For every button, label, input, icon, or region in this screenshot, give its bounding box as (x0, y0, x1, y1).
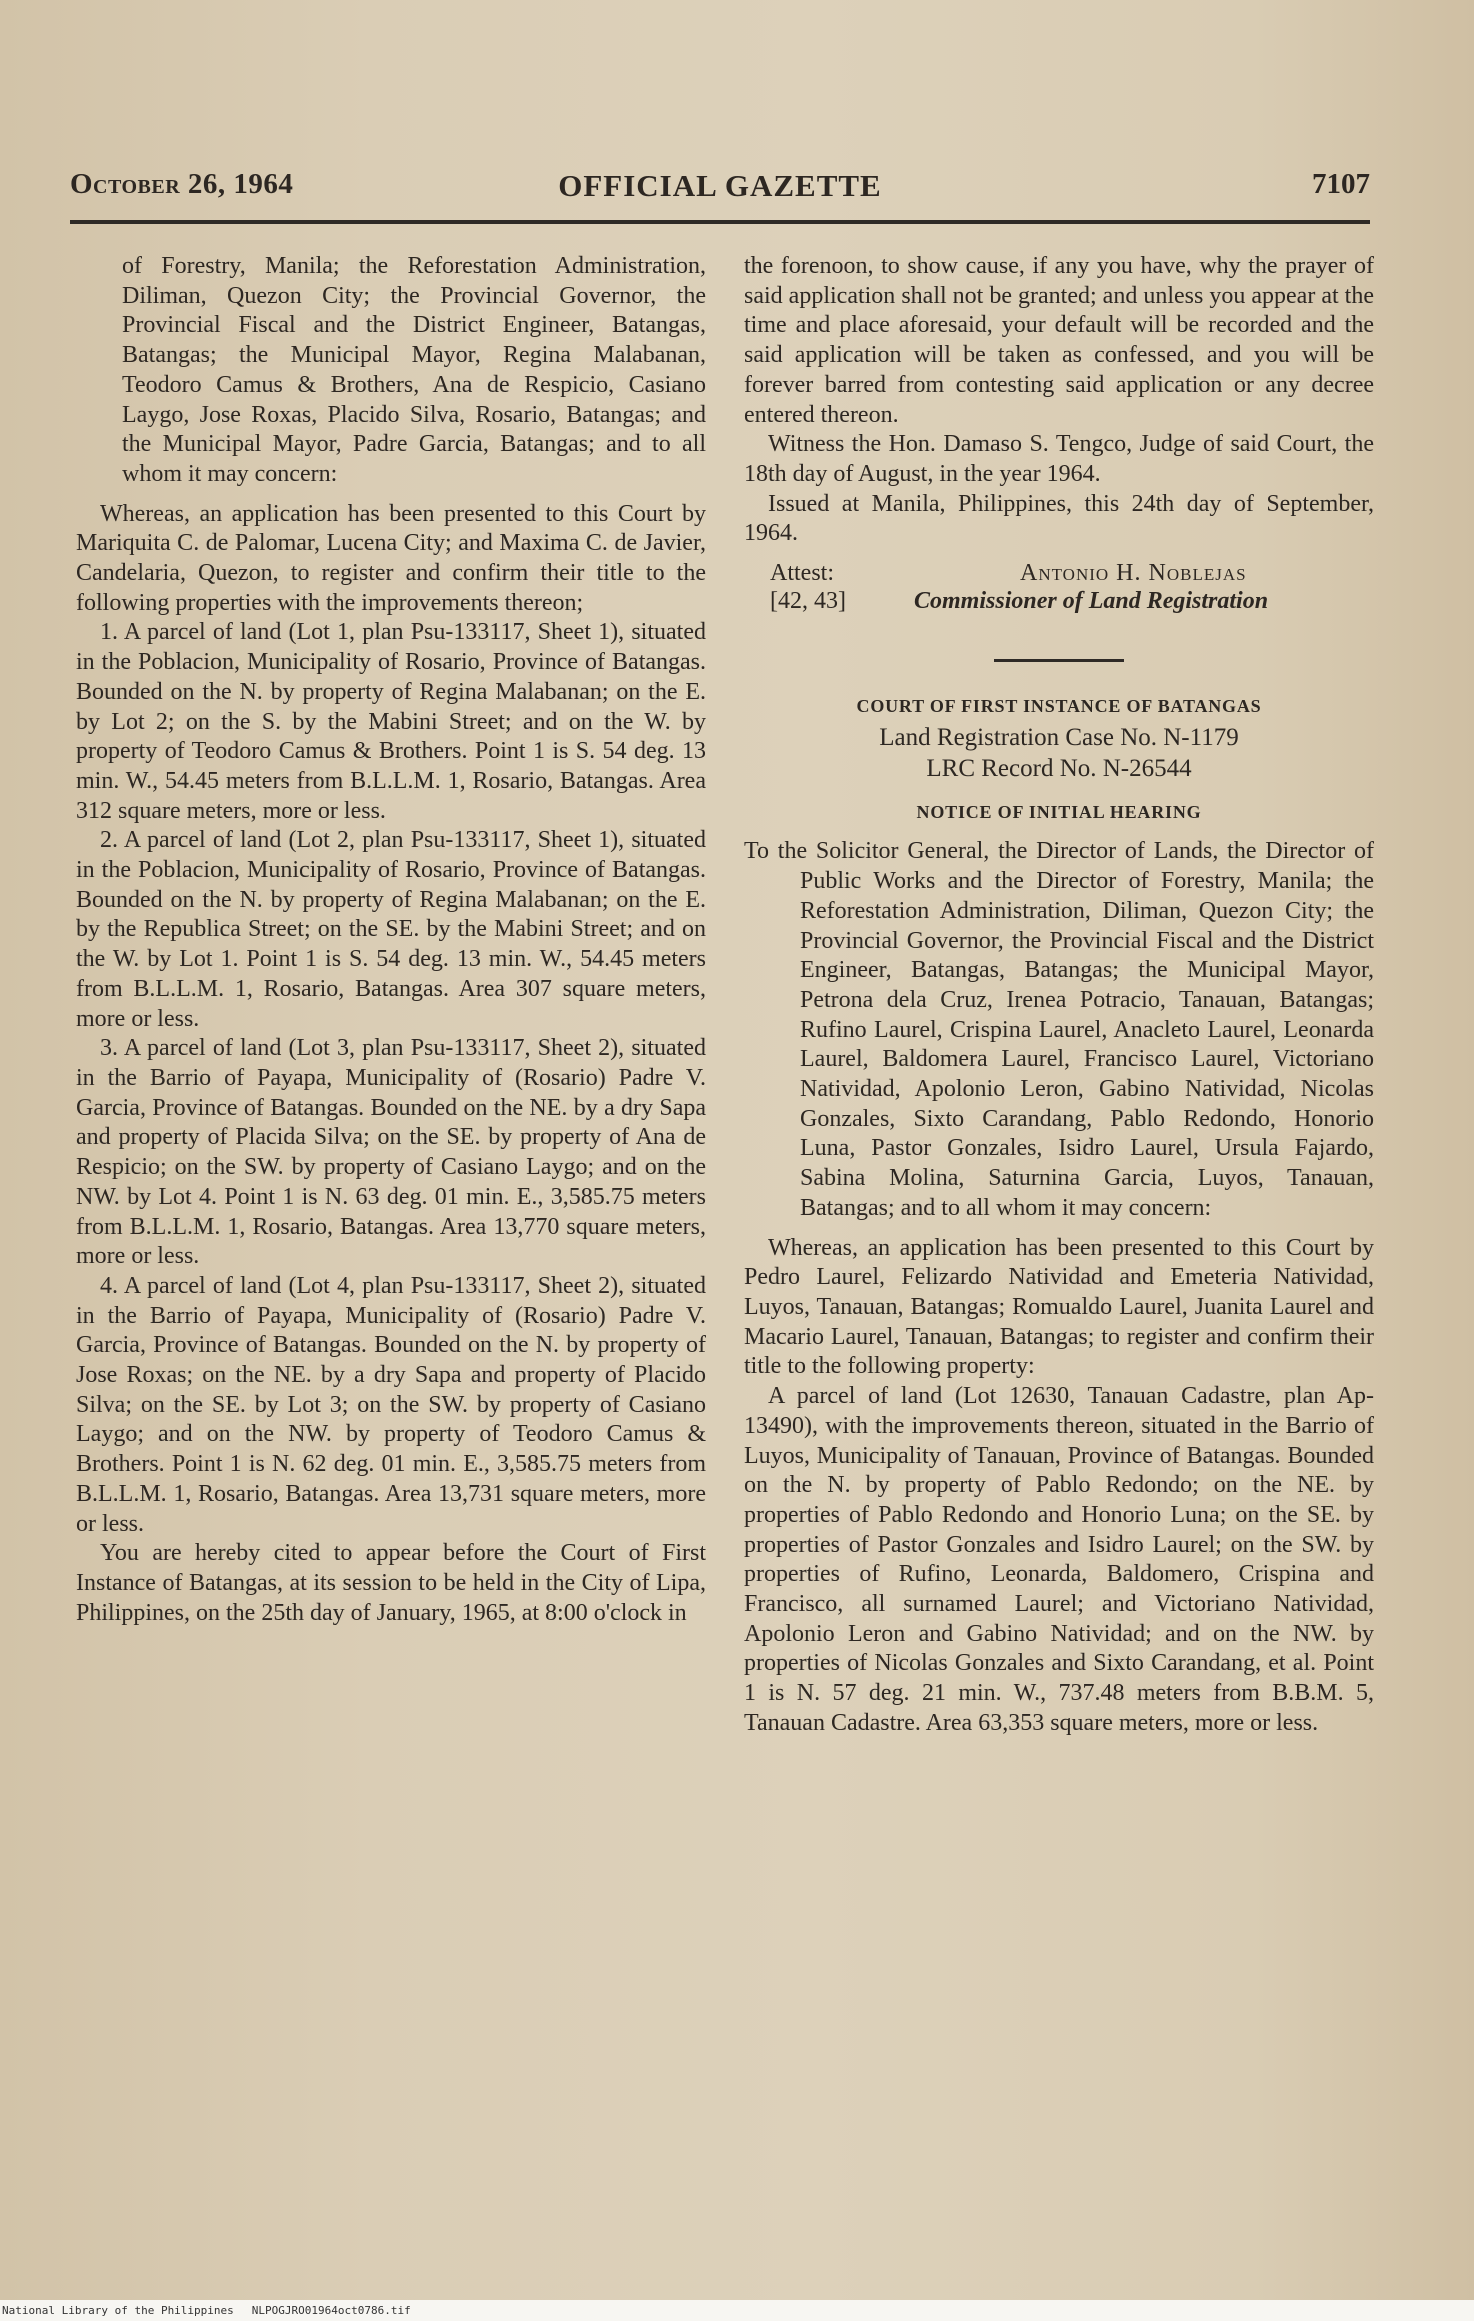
parcel-description: A parcel of land (Lot 12630, Tanauan Cadastre, plan Ap-13490), with the improvements thereon, situated in the Barrio of Luyos, Municipality of Tanauan, Province of Batangas. Bounded on the N. by property of Pablo Redondo; on the NE. by properties of Pablo Redondo and Honorio Luna; on the SE. by properties of Pastor Gonzales and Isidro Laurel; on the SW. by properties of Rufino, Leonarda, Baldomero, Crispina and Francisco, all surnamed Laurel; and Victoriano Natividad, Apolonio Leron and Gabino Natividad; and on the NW. by properties of Nicolas Gonzales and Sixto Carandang, et al. Point 1 is N. 57 deg. 21 min. W., 737.48 meters from B.B.M. 5, Tanauan Cadastre. Area 63,353 square meters, more or less. (744, 1383, 1374, 1736)
commissioner-title: Commissioner of Land Registration (914, 588, 1269, 615)
issued-paragraph: Issued at Manila, Philippines, this 24th day of September, 1964. (744, 490, 1374, 547)
commissioner-name: Antonio H. Noblejas (1020, 560, 1247, 587)
scan-filename: NLPOGJRO01964oct0786.tif (251, 2304, 411, 2317)
right-column (744, 252, 1374, 1739)
page-number: 7107 (1312, 168, 1370, 200)
parcel-1: 1. A parcel of land (Lot 1, plan Psu-133117, Sheet 1), situated in the Poblacion, Municipality of Rosario, Province of Batangas. Bounded on the N. by property of Regina Malabanan; on the E. by Lot 2; on the S. by the Mabini Street; and on the W. by property of Teodoro Camus & Brothers. Point 1 is S. 54 deg. 13 min. W., 54.45 meters from B.L.L.M. 1, Rosario, Batangas. Area 312 square meters, more or less. (76, 619, 706, 824)
issue-date: October 26, 1964 (70, 168, 294, 200)
publication-title: OFFICIAL GAZETTE (558, 168, 882, 203)
court-title: COURT OF FIRST INSTANCE OF BATANGAS (856, 696, 1262, 717)
page-header (70, 168, 1370, 218)
whereas-paragraph: Whereas, an application has been presented to this Court by Mariquita C. de Palomar, Lucena City; and Maxima C. de Javier, Candelaria, Quezon, to register and confirm their title to the following properties with the improvements thereon; (76, 500, 706, 616)
addressee-continuation: of Forestry, Manila; the Reforestation Administration, Diliman, Quezon City; the Provincial Governor, the Provincial Fiscal and the District Engineer, Batangas, Batangas; the Municipal Mayor, Regina Malabanan, Teodoro Camus & Brothers, Ana de Respicio, Casiano Laygo, Jose Roxas, Placido Silva, Rosario, Batangas; and the Municipal Mayor, Padre Garcia, Batangas; and to all whom it may concern: (122, 253, 706, 487)
citation-paragraph: You are hereby cited to appear before the Court of First Instance of Batangas, at its session to be held in the City of Lipa, Philippines, on the 25th day of January, 1965, at 8:00 o'clock in (76, 1540, 706, 1626)
parcel-3: 3. A parcel of land (Lot 3, plan Psu-133117, Sheet 2), situated in the Barrio of Payapa, Municipality of (Rosario) Padre V. Garcia, Province of Batangas. Bounded on the NE. by a dry Sapa and property of Placida Silva; on the SE. by property of Ana de Respicio; on the SW. by property of Casiano Laygo; and on the NW. by Lot 4. Point 1 is N. 63 deg. 01 min. E., 3,585.75 meters from B.L.L.M. 1, Rosario, Batangas. Area 13,770 square meters, more or less. (76, 1035, 706, 1270)
attest-reference: [42, 43] (770, 588, 846, 615)
attest-label: Attest: (770, 560, 834, 587)
addressees-paragraph: To the Solicitor General, the Director of Lands, the Director of Public Works and the Director of Forestry, Manila; the Reforestation Administration, Diliman, Quezon City; the Provincial Governor, the Provincial Fiscal and the District Engineer, Batangas, Batangas; the Municipal Mayor, Petrona dela Cruz, Irenea Potracio, Tanauan, Batangas; Rufino Laurel, Crispina Laurel, Anacleto Laurel, Leonarda Laurel, Baldomera Laurel, Francisco Laurel, Victoriano Natividad, Apolonio Leron, Gabino Natividad, Nicolas Gonzales, Sixto Carandang, Pablo Redondo, Honorio Luna, Pastor Gonzales, Isidro Laurel, Ursula Fajardo, Sabina Molina, Saturnina Garcia, Luyos, Tanauan, Batangas; and to all whom it may concern: (744, 838, 1374, 1221)
parcel-2: 2. A parcel of land (Lot 2, plan Psu-133117, Sheet 1), situated in the Poblacion, Municipality of Rosario, Province of Batangas. Bounded on the N. by property of Regina Malabanan; on the E. by the Republica Street; on the SE. by the Mabini Street; and on the W. by Lot 1. Point 1 is S. 54 deg. 13 min. W., 54.45 meters from B.L.L.M. 1, Rosario, Batangas. Area 307 square meters, more or less. (76, 827, 706, 1032)
header-rule (70, 220, 1370, 224)
whereas-paragraph-2: Whereas, an application has been presented to this Court by Pedro Laurel, Felizardo Natividad and Emeteria Natividad, Luyos, Tanauan, Batangas; Romualdo Laurel, Juanita Laurel and Macario Laurel, Tanauan, Batangas; to register and confirm their title to the following property: (744, 1234, 1374, 1380)
continuation-paragraph: the forenoon, to show cause, if any you have, why the prayer of said application shall not be granted; and unless you appear at the time and place aforesaid, your default will be recorded and the said application will be taken as confessed, and you will be forever barred from contesting said application or any decree entered thereon. (744, 253, 1374, 428)
parcel-4: 4. A parcel of land (Lot 4, plan Psu-133117, Sheet 2), situated in the Barrio of Payapa, Municipality of (Rosario) Padre V. Garcia, Province of Batangas. Bounded on the N. by property of Jose Roxas; on the NE. by a dry Sapa and property of Placido Silva; on the SE. by Lot 3; on the SW. by property of Casiano Laygo; and on the NW. by property of Teodoro Camus & Brothers. Point 1 is N. 62 deg. 01 min. E., 3,585.75 meters from B.L.L.M. 1, Rosario, Batangas. Area 13,731 square meters, more or less. (76, 1272, 706, 1537)
notice-title: NOTICE OF INITIAL HEARING (916, 801, 1202, 822)
scan-footer (0, 2300, 1474, 2321)
attestation (744, 559, 1374, 615)
witness-paragraph: Witness the Hon. Damaso S. Tengco, Judge of said Court, the 18th day of August, in the year 1964. (744, 431, 1374, 487)
left-column (76, 252, 706, 1628)
library-credit: National Library of the Philippines (2, 2304, 234, 2317)
record-number: LRC Record No. N-26544 (926, 754, 1192, 782)
case-number: Land Registration Case No. N-1179 (879, 723, 1239, 751)
section-divider (994, 659, 1124, 662)
